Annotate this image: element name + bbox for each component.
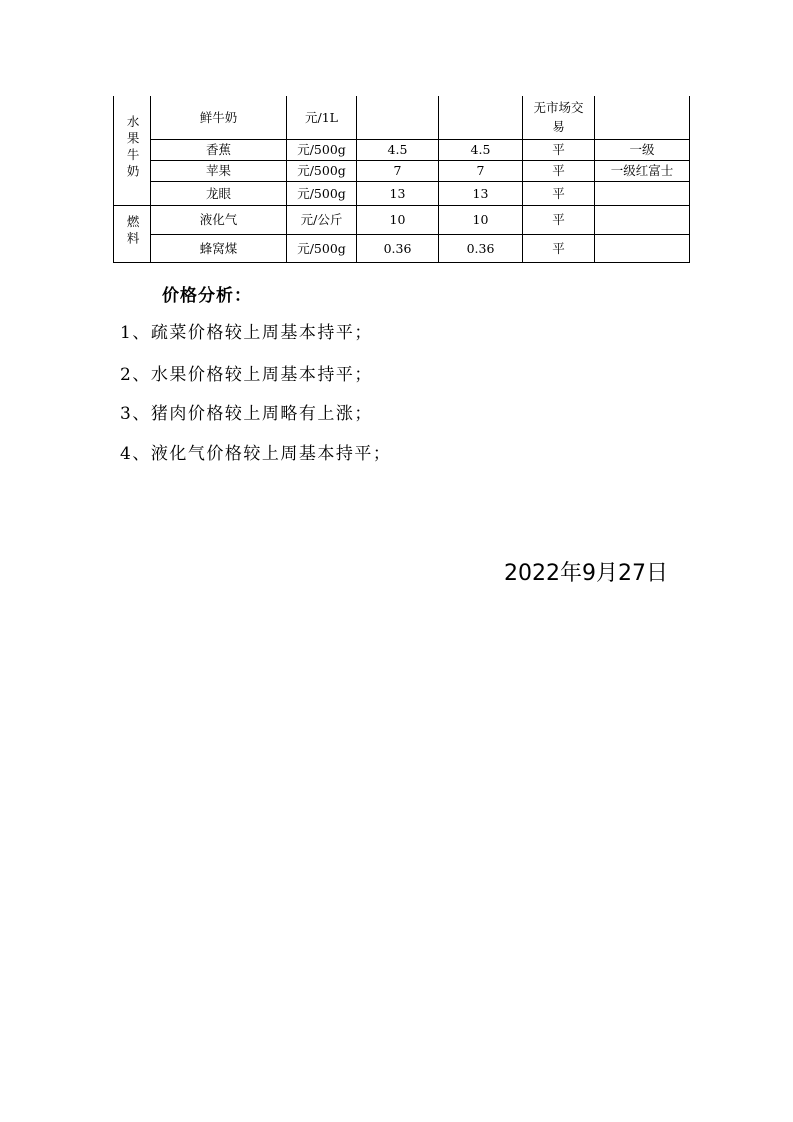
price-table [113,96,690,263]
item-note: 一级红富士 [595,160,690,181]
item-last-week [439,96,523,139]
item-note [595,96,690,139]
item-this-week: 7 [357,160,439,181]
item-last-week: 4.5 [439,139,523,160]
table-row [114,234,690,262]
report-date: 2022年9月27日 [504,561,668,586]
analysis-title: 价格分析： [162,286,252,306]
item-trend: 平 [523,160,595,181]
item-trend: 平 [523,181,595,205]
item-last-week: 10 [439,205,523,234]
item-note [595,181,690,205]
category-cell [114,205,151,262]
analysis-item: 3、猪肉价格较上周略有上涨； [120,404,373,424]
item-trend: 平 [523,234,595,262]
item-note [595,234,690,262]
category-label: 燃料 [125,214,141,248]
item-trend: 平 [523,139,595,160]
item-this-week: 4.5 [357,139,439,160]
category-cell [114,96,151,205]
item-name: 香蕉 [151,139,287,160]
table-row [114,139,690,160]
analysis-item: 4、液化气价格较上周基本持平； [120,444,392,464]
item-unit: 元/500g [287,139,357,160]
item-trend: 无市场交易 [523,96,595,139]
item-this-week: 10 [357,205,439,234]
item-unit: 元/500g [287,160,357,181]
item-last-week: 7 [439,160,523,181]
item-trend: 平 [523,205,595,234]
item-name: 蜂窝煤 [151,234,287,262]
item-this-week [357,96,439,139]
item-name: 龙眼 [151,181,287,205]
item-note [595,205,690,234]
item-last-week: 0.36 [439,234,523,262]
item-unit: 元/500g [287,181,357,205]
item-name: 苹果 [151,160,287,181]
analysis-item: 1、疏菜价格较上周基本持平； [120,323,373,343]
table-row [114,96,690,139]
item-note: 一级 [595,139,690,160]
item-this-week: 0.36 [357,234,439,262]
table-row [114,160,690,181]
item-name: 鲜牛奶 [151,96,287,139]
table-row [114,181,690,205]
item-unit: 元/公斤 [287,205,357,234]
item-name: 液化气 [151,205,287,234]
item-this-week: 13 [357,181,439,205]
table-row [114,205,690,234]
analysis-item: 2、水果价格较上周基本持平； [120,365,373,385]
item-last-week: 13 [439,181,523,205]
item-unit: 元/500g [287,234,357,262]
item-unit: 元/1L [287,96,357,139]
category-label: 水果牛奶 [125,114,141,181]
